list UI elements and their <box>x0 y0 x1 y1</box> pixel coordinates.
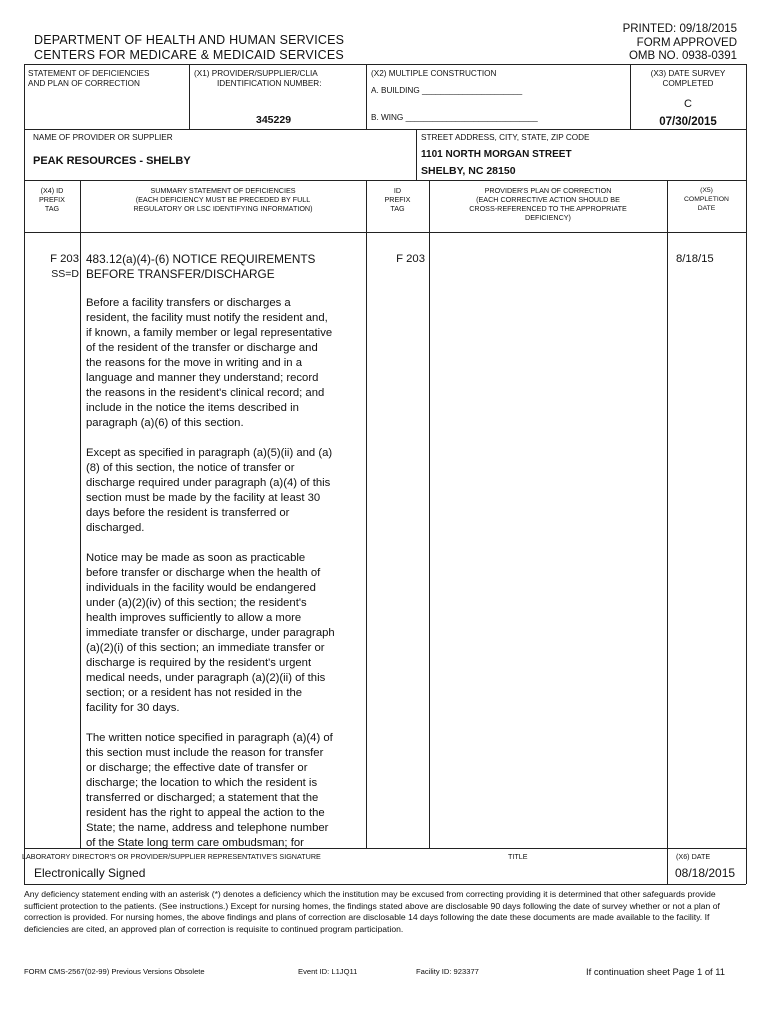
correction-tag: F 203 <box>396 253 425 265</box>
wing-field: B. WING _____________________________ <box>371 113 538 122</box>
omb-number: OMB NO. 0938-0391 <box>628 50 737 62</box>
plan-header: PROVIDER'S PLAN OF CORRECTION (EACH CORRECTIVE ACTION SHOULD BE CROSS-REFERENCED TO THE APPROPRIATE DEFICIENCY) <box>469 186 627 222</box>
deficiency-tag: F 203 SS=D <box>50 253 79 280</box>
disclaimer: Any deficiency statement ending with an asterisk (*) denotes a deficiency which the institution may be excused from correcting providing it is determined that other safeguards provide sufficient protection to the patients. (See instructions.) Except for nursing homes, the findings stated above are disclosable 90 days following the date of survey whether or not a plan of correction is provided. For nursing homes, the above findings and plans of correction are disclosable 14 days following the date these documents are made available to the facility. If deficiencies are cited, an approved plan of correction is requisite to continued program participation. <box>24 889 720 934</box>
summary-header: SUMMARY STATEMENT OF DEFICIENCIES (EACH DEFICIENCY MUST BE PRECEDED BY FULL REGULATORY OR LSC IDENTIFYING INFORMATION) <box>133 186 313 213</box>
title-label: TITLE <box>508 852 528 861</box>
signature-date: 08/18/2015 <box>675 866 736 880</box>
signature-date-label: (X6) DATE <box>676 852 711 861</box>
provider-name: PEAK RESOURCES - SHELBY <box>33 155 191 167</box>
id-header: ID PREFIX TAG <box>384 186 411 213</box>
statement-label: STATEMENT OF DEFICIENCIES AND PLAN OF CORRECTION <box>28 69 150 88</box>
facility-id: Facility ID: 923377 <box>416 967 479 976</box>
address-line2: SHELBY, NC 28150 <box>421 165 516 177</box>
agency-name: CENTERS FOR MEDICARE & MEDICAID SERVICES <box>34 48 344 62</box>
deficiency-title: 483.12(a)(4)-(6) NOTICE REQUIREMENTS BEFORE TRANSFER/DISCHARGE <box>86 252 316 281</box>
form-approved: FORM APPROVED <box>636 36 737 49</box>
paragraph: Notice may be made as soon as practicable before transfer or discharge when the health of individuals in the facility would be endangered under (a)(2)(iv) of this section; the resident's health improves sufficiently to allow a more immediate transfer or discharge, under paragraph (a)(2)(i) of this section; an immediate transfer or discharge is required by the resident's urgent medical needs, under paragraph (a)(2)(ii) of this section; or a resident has not resided in the facility for 30 days. <box>86 552 335 714</box>
x5-header: (X5) COMPLETION DATE <box>684 187 729 212</box>
x1-label: (X1) PROVIDER/SUPPLIER/CLIA IDENTIFICATION NUMBER: <box>194 69 322 88</box>
event-id: Event ID: L1JQ11 <box>298 967 358 976</box>
form-number: FORM CMS-2567(02-99) Previous Versions Obsolete <box>24 967 205 976</box>
x2-label: (X2) MULTIPLE CONSTRUCTION <box>371 69 497 78</box>
building-field: A. BUILDING ______________________ <box>371 86 523 95</box>
deficiency-text <box>86 296 368 866</box>
page-number: If continuation sheet Page 1 of 11 <box>586 966 725 977</box>
paragraph: Before a facility transfers or discharges a resident, the facility must notify the resident and, if known, a family member or legal representative of the resident of the transfer or discharge and the reasons for the move in writing and in a language and manner they understand; record the reasons in the resident's clinical record; and include in the notice the items described in paragraph (a)(6) of this section. <box>86 297 333 429</box>
provider-id-number: 345229 <box>256 114 292 126</box>
completion-date: 8/18/15 <box>676 253 714 265</box>
provider-name-label: NAME OF PROVIDER OR SUPPLIER <box>33 133 173 142</box>
address-line1: 1101 NORTH MORGAN STREET <box>421 149 572 160</box>
survey-code: C <box>684 98 692 110</box>
signature-value: Electronically Signed <box>34 866 146 880</box>
address-label: STREET ADDRESS, CITY, STATE, ZIP CODE <box>421 133 590 142</box>
department-name: DEPARTMENT OF HEALTH AND HUMAN SERVICES <box>34 33 345 47</box>
signature-label: LABORATORY DIRECTOR'S OR PROVIDER/SUPPLIER REPRESENTATIVE'S SIGNATURE <box>22 852 321 861</box>
printed-date: PRINTED: 09/18/2015 <box>622 23 737 35</box>
paragraph: The written notice specified in paragraph (a)(4) of this section must include the reason for transfer or discharge; the effective date of transfer or discharge; the location to which the resident is transferred or discharged; a statement that the resident has the right to appeal the action to the State; the name, address and telephone number of the State long term care ombudsman; for <box>86 732 333 849</box>
paragraph: Except as specified in paragraph (a)(5)(ii) and (a) (8) of this section, the notice of transfer or discharge required under paragraph (a)(4) of this section must be made by the facility at least 30 days before the resident is transferred or discharged. <box>86 447 333 534</box>
x3-label: (X3) DATE SURVEY COMPLETED <box>650 69 726 88</box>
x4-header: (X4) ID PREFIX TAG <box>39 186 65 213</box>
form-header-right <box>623 23 737 64</box>
survey-date: 07/30/2015 <box>659 116 717 128</box>
